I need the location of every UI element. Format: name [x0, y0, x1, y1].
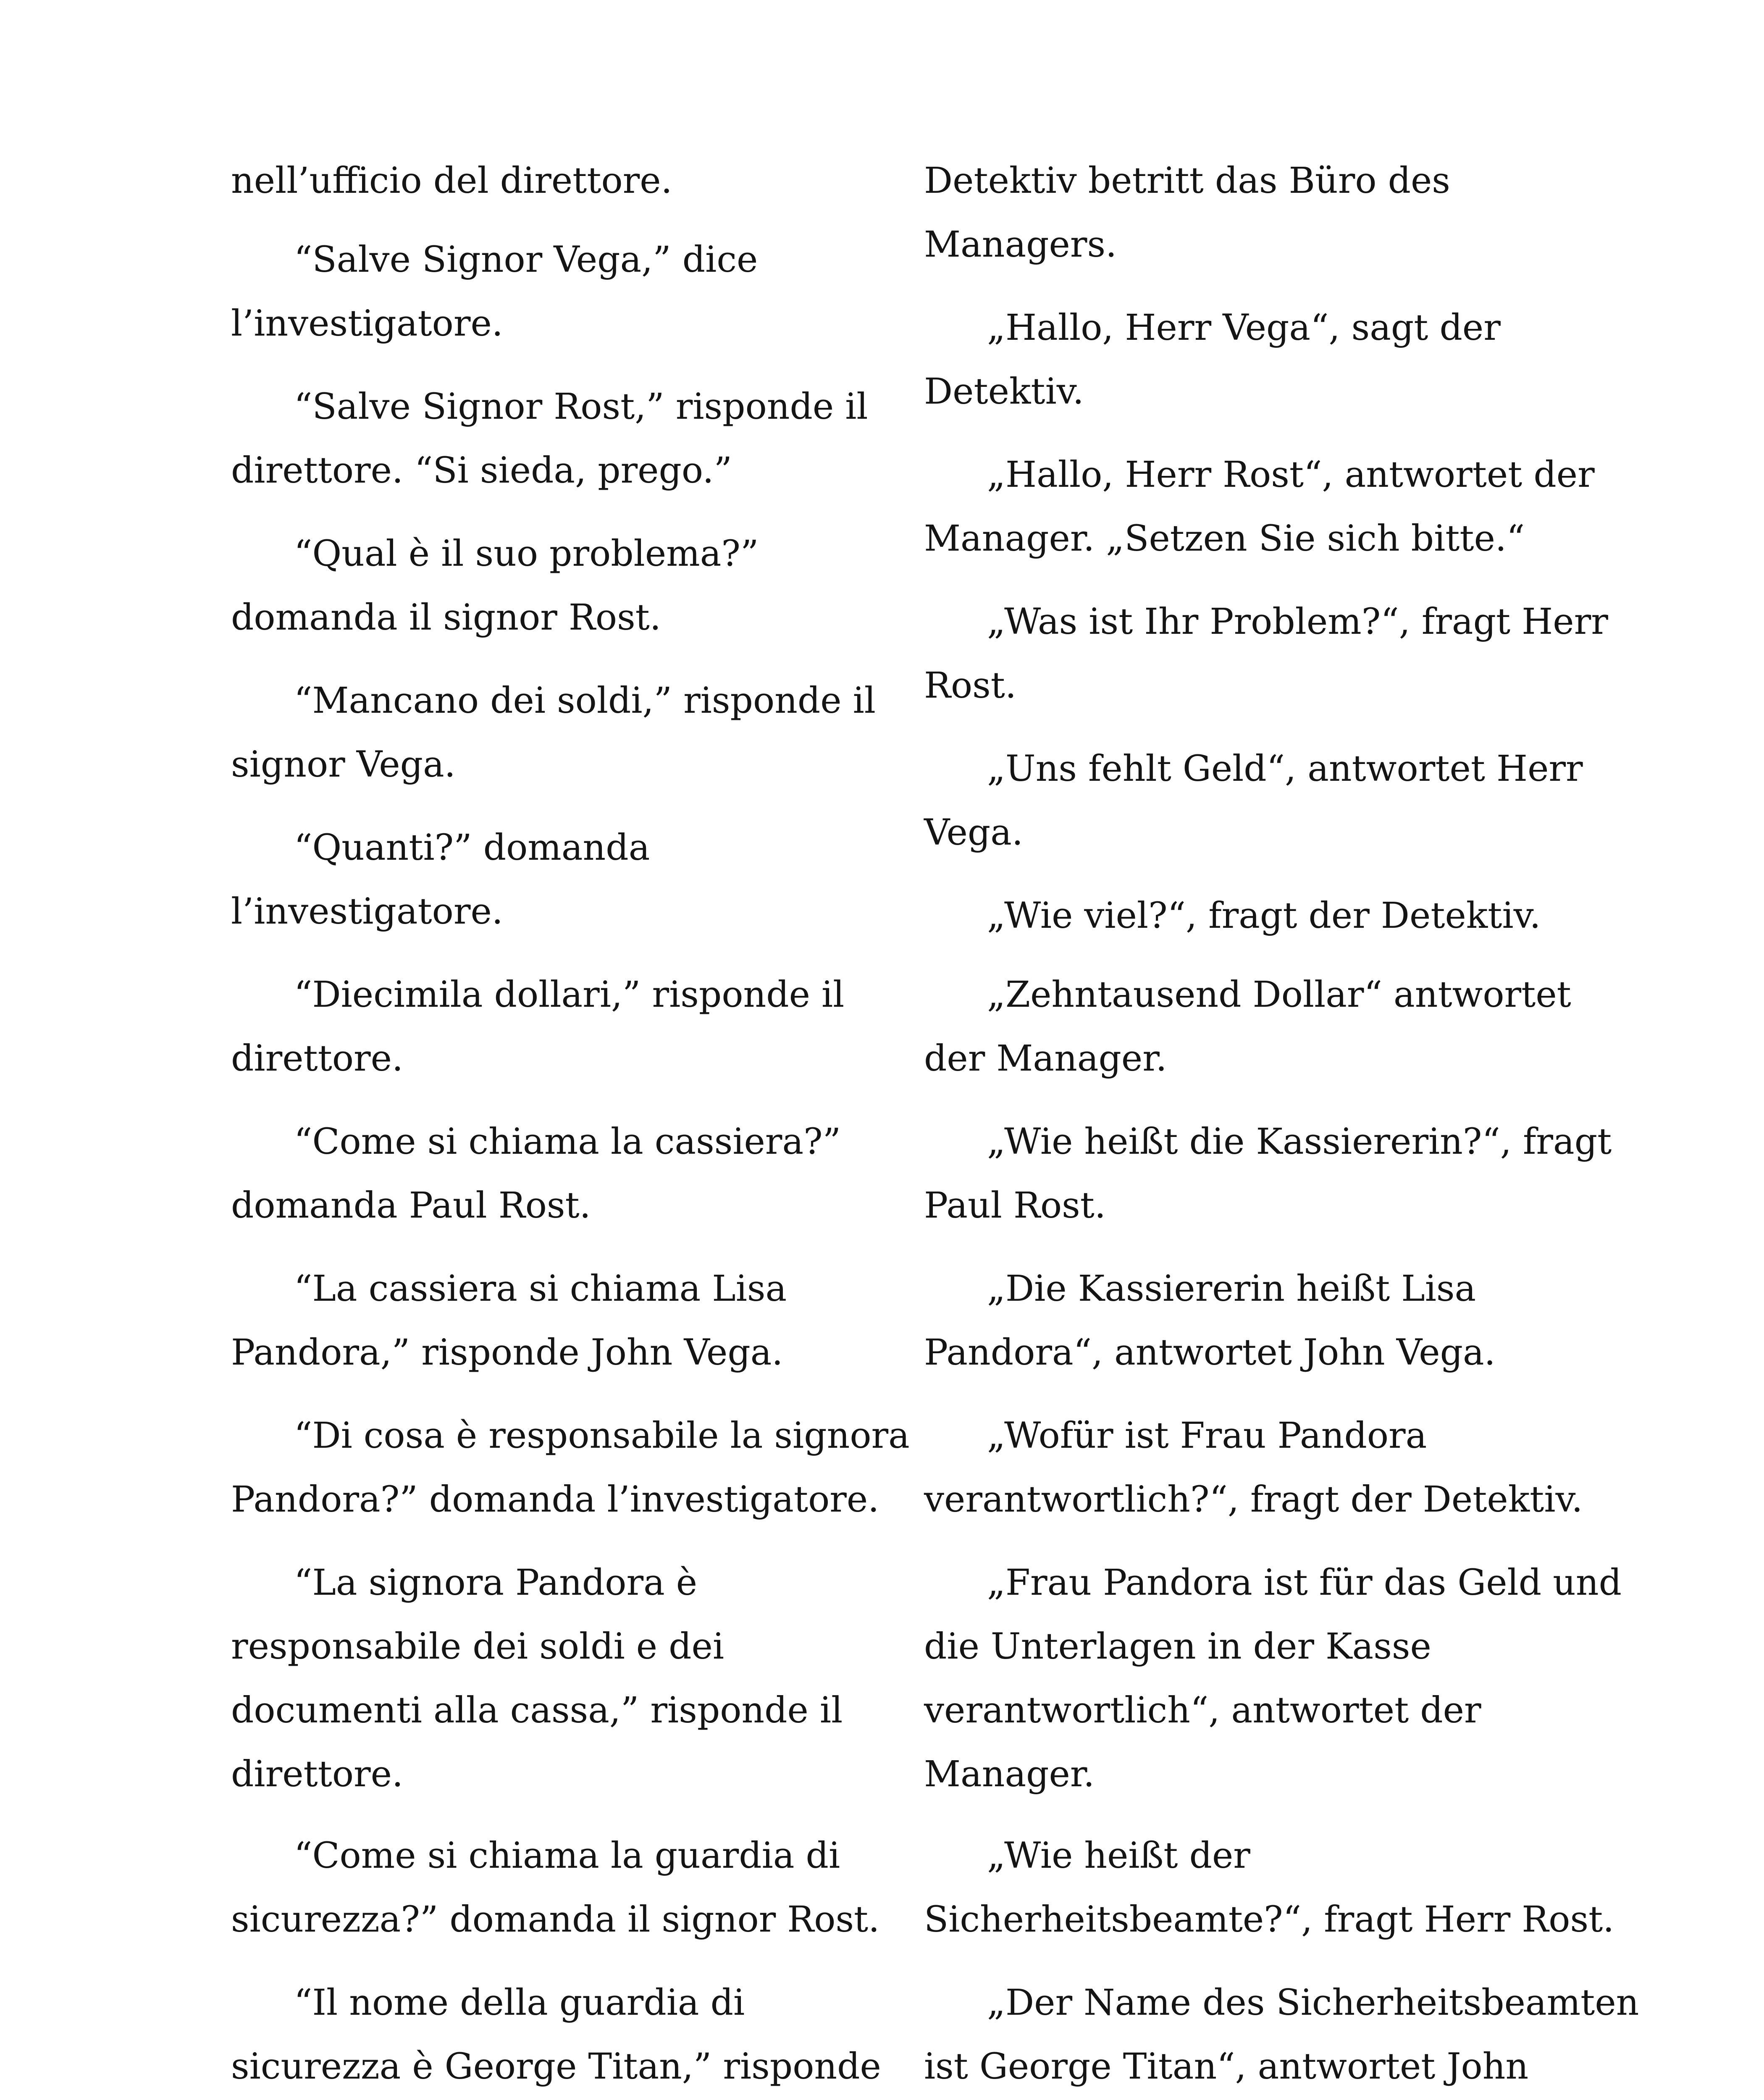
text-line: documenti alla cassa,” risponde il: [231, 1690, 843, 1731]
paragraph: [231, 1404, 911, 1532]
text-line: l’investigatore.: [231, 891, 503, 932]
text-line: nell’ufficio del direttore.: [231, 160, 672, 202]
text-line: Managers.: [924, 224, 1117, 265]
text-line: Detektiv.: [924, 371, 1084, 412]
paragraph: [924, 443, 1617, 571]
text-line: verantwortlich?“, fragt der Detektiv.: [924, 1479, 1583, 1520]
text-line: Detektiv betritt das Büro des: [924, 160, 1450, 202]
text-line: „Wie heißt der: [987, 1835, 1250, 1877]
text-line: “Di cosa è responsabile la signora: [294, 1415, 910, 1457]
paragraph: [924, 1971, 1639, 2100]
paragraph: [924, 884, 1617, 948]
text-line: sicurezza?” domanda il signor Rost.: [231, 1899, 880, 1940]
text-line: direttore. “Si sieda, prego.”: [231, 450, 732, 491]
text-line: domanda il signor Rost.: [231, 597, 661, 638]
paragraph: [231, 1257, 911, 1385]
paragraph: [231, 669, 911, 797]
text-line: direttore.: [231, 1038, 403, 1079]
paragraph: [231, 149, 911, 213]
text-line: “Come si chiama la guardia di: [294, 1835, 840, 1877]
text-line: “Salve Signor Rost,” risponde il: [294, 386, 868, 428]
paragraph: [231, 1971, 911, 2100]
text-line: “Come si chiama la cassiera?”: [294, 1121, 841, 1163]
paragraph: [924, 296, 1617, 424]
right-column: [924, 0, 1639, 2100]
text-line: Rost.: [924, 665, 1016, 706]
text-line: Vega.: [924, 812, 1023, 853]
text-line: signor Vega.: [231, 744, 456, 785]
text-line: „Die Kassiererin heißt Lisa: [987, 1268, 1476, 1310]
paragraph: [924, 963, 1617, 1091]
text-line: Pandora,” risponde John Vega.: [231, 1332, 783, 1373]
text-line: direttore.: [231, 1754, 403, 1795]
paragraph: [924, 1110, 1617, 1238]
paragraph: [924, 1551, 1622, 1806]
text-line: „Uns fehlt Geld“, antwortet Herr: [987, 748, 1583, 790]
paragraph: [231, 1824, 911, 1952]
paragraph: [924, 590, 1617, 718]
text-line: „Wie heißt die Kassiererin?“, fragt: [987, 1121, 1612, 1163]
text-line: domanda Paul Rost.: [231, 1185, 591, 1226]
text-line: Paul Rost.: [924, 1185, 1106, 1226]
paragraph: [231, 228, 911, 356]
paragraph: [231, 1551, 911, 1806]
text-line: sicurezza è George Titan,” risponde: [231, 2046, 881, 2087]
text-line: „Hallo, Herr Vega“, sagt der: [987, 307, 1501, 349]
text-line: Pandora“, antwortet John Vega.: [924, 1332, 1496, 1373]
text-line: “Quanti?” domanda: [294, 827, 650, 869]
paragraph: [231, 1110, 911, 1238]
paragraph: [924, 1404, 1617, 1532]
text-line: „Hallo, Herr Rost“, antwortet der: [987, 454, 1595, 496]
text-line: „Frau Pandora ist für das Geld und: [987, 1562, 1622, 1604]
paragraph: [924, 1824, 1617, 1952]
text-line: “Mancano dei soldi,” risponde il: [294, 680, 876, 722]
paragraph: [924, 737, 1617, 865]
text-line: „Der Name des Sicherheitsbeamten: [987, 1982, 1639, 2024]
left-column: [231, 0, 911, 2100]
text-line: “Diecimila dollari,” risponde il: [294, 974, 845, 1016]
text-line: responsabile dei soldi e dei: [231, 1626, 724, 1667]
text-line: verantwortlich“, antwortet der: [924, 1690, 1481, 1731]
text-line: “Il nome della guardia di: [294, 1982, 745, 2024]
paragraph: [231, 375, 911, 503]
paragraph: [924, 149, 1617, 277]
text-line: ist George Titan“, antwortet John: [924, 2046, 1529, 2087]
text-line: „Wofür ist Frau Pandora: [987, 1415, 1427, 1457]
paragraph: [231, 963, 911, 1091]
text-line: Manager.: [924, 1754, 1095, 1795]
paragraph: [231, 522, 911, 650]
text-line: Sicherheitsbeamte?“, fragt Herr Rost.: [924, 1899, 1614, 1940]
text-line: der Manager.: [924, 1038, 1167, 1079]
text-line: „Wie viel?“, fragt der Detektiv.: [987, 895, 1541, 937]
text-line: “La signora Pandora è: [294, 1562, 698, 1604]
paragraph: [231, 816, 911, 944]
text-line: „Zehntausend Dollar“ antwortet: [987, 974, 1571, 1016]
paragraph: [924, 1257, 1617, 1385]
text-line: die Unterlagen in der Kasse: [924, 1626, 1431, 1667]
text-line: l’investigatore.: [231, 303, 503, 344]
text-line: Manager. „Setzen Sie sich bitte.“: [924, 518, 1525, 559]
text-line: “Salve Signor Vega,” dice: [294, 239, 758, 281]
text-line: “Qual è il suo problema?”: [294, 533, 759, 575]
text-line: „Was ist Ihr Problem?“, fragt Herr: [987, 601, 1608, 643]
text-line: Pandora?” domanda l’investigatore.: [231, 1479, 879, 1520]
text-line: “La cassiera si chiama Lisa: [294, 1268, 787, 1310]
